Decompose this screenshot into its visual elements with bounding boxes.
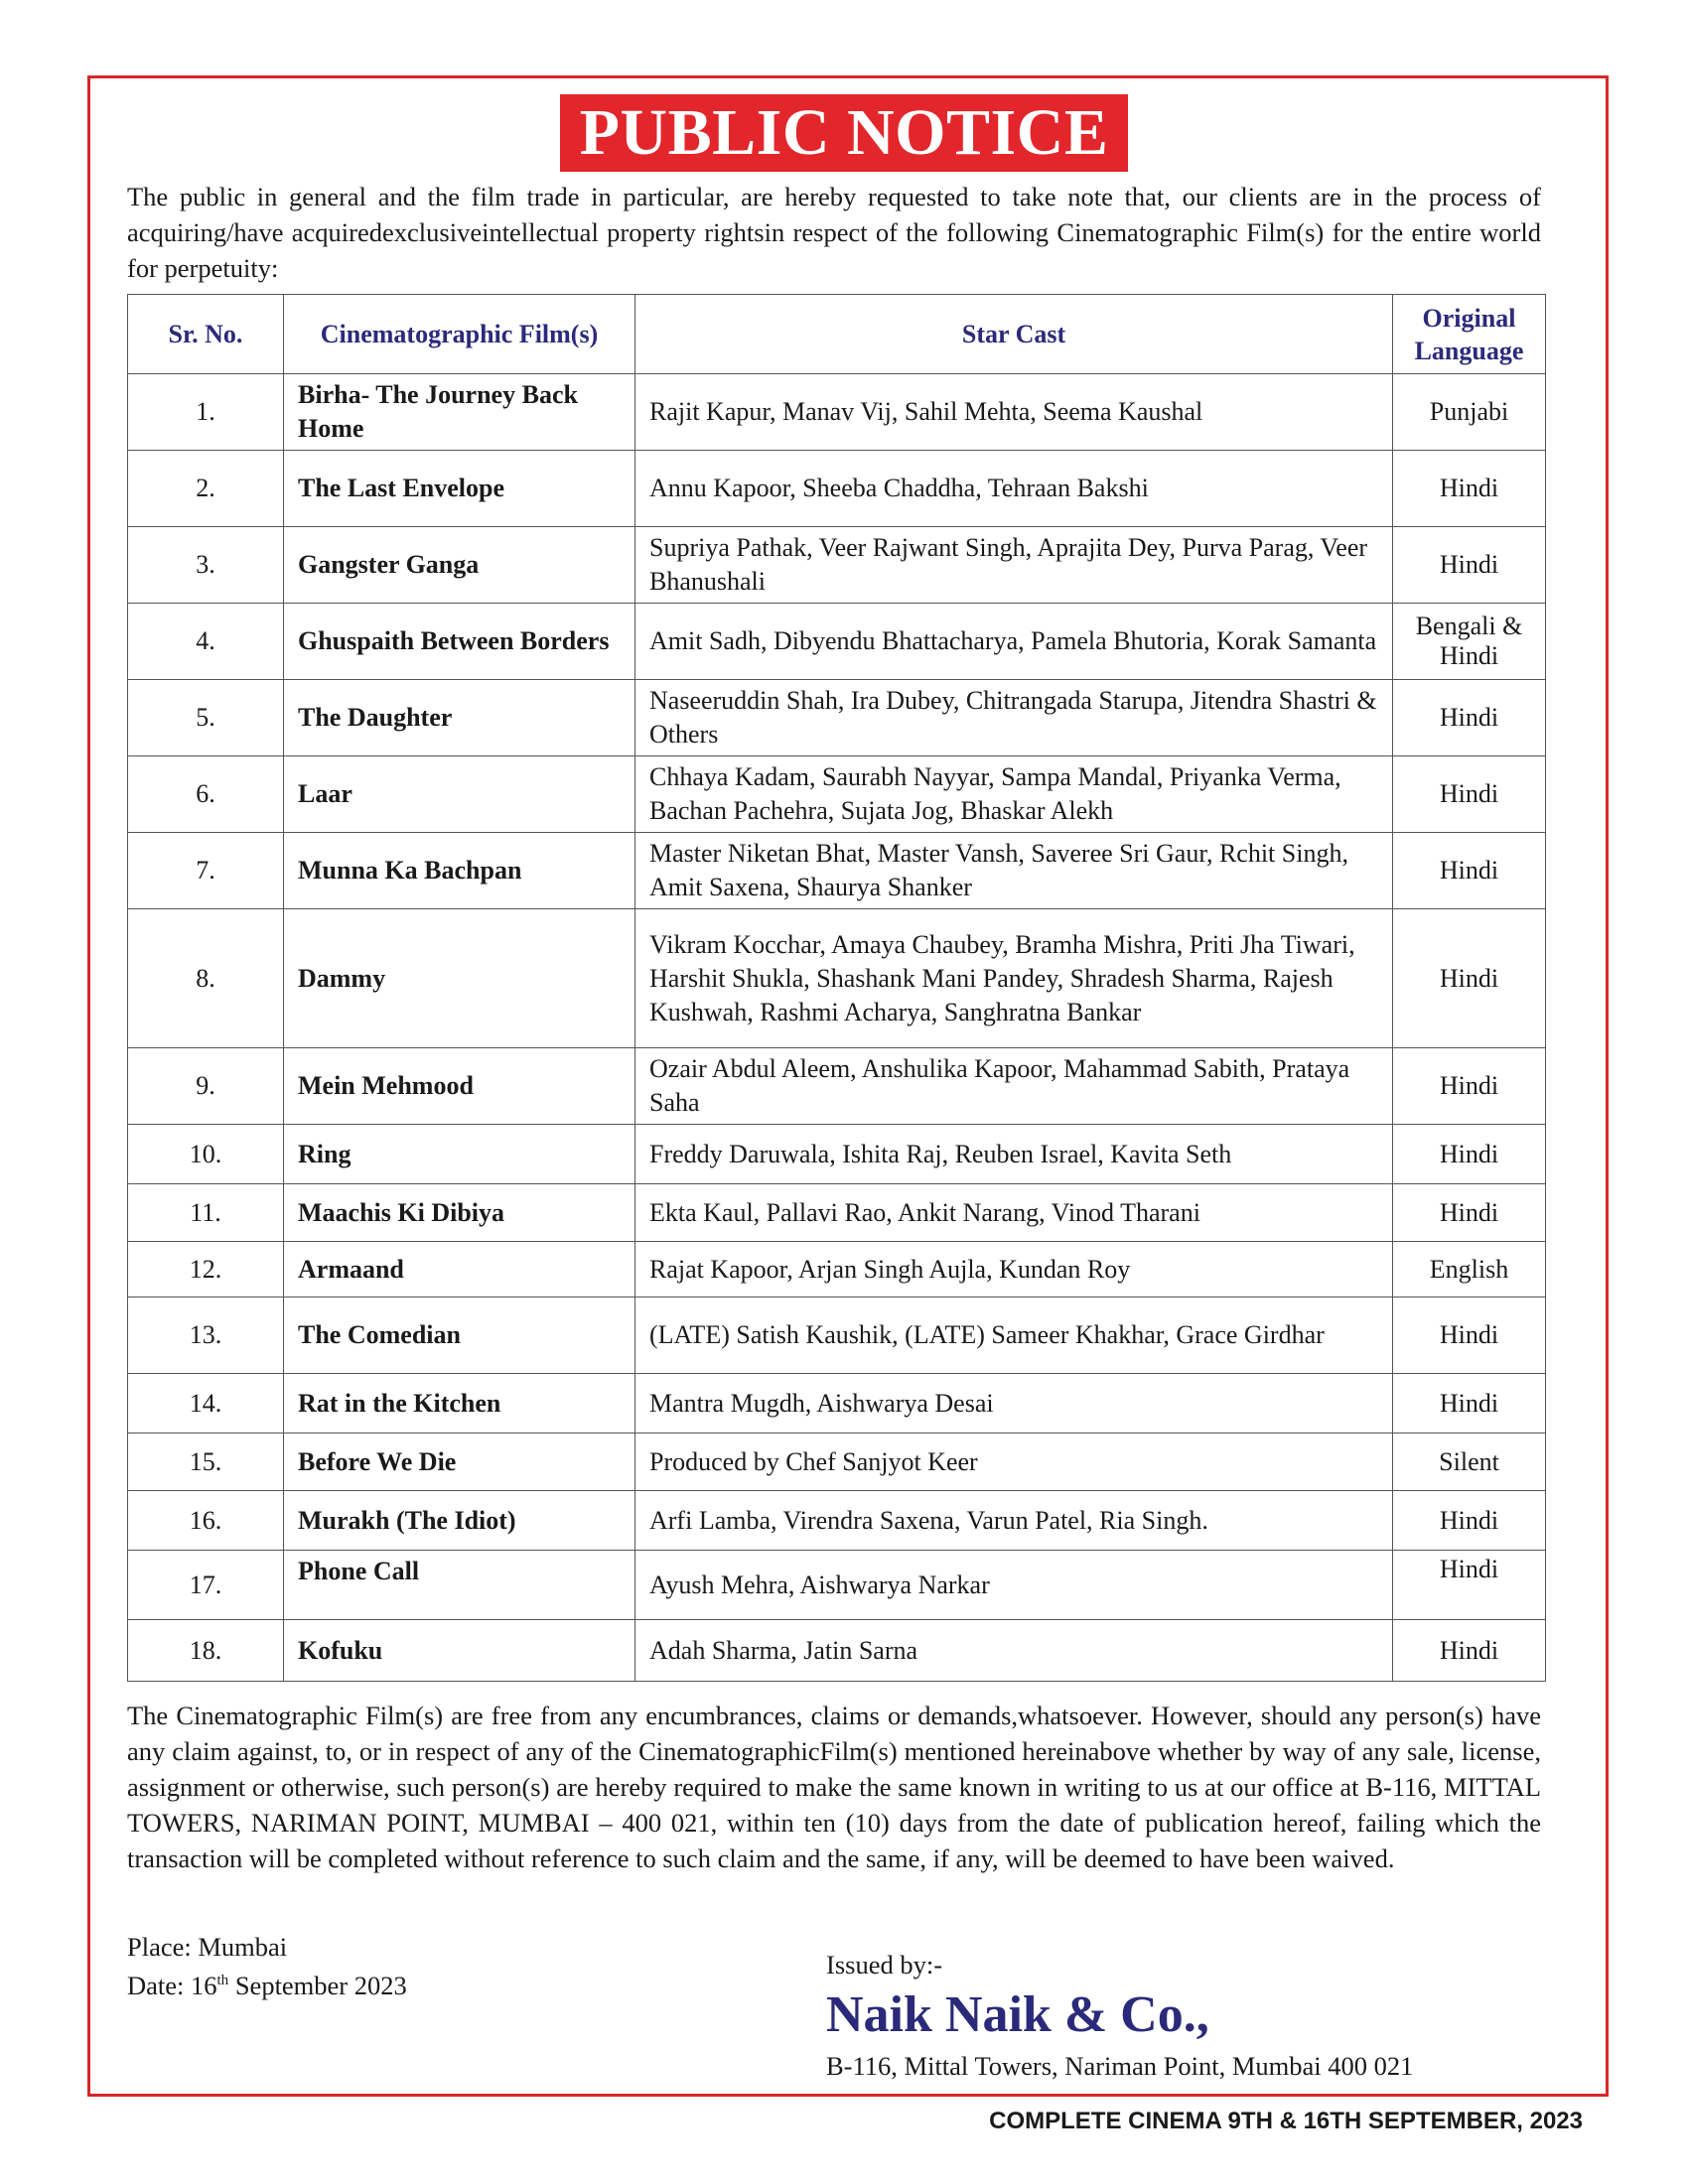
table-row — [128, 1620, 1546, 1682]
sr-no-cell: 5. — [128, 680, 284, 756]
table-header-row — [128, 295, 1546, 374]
language-cell: Punjabi — [1393, 374, 1546, 451]
table-row — [128, 756, 1546, 833]
sr-no-cell: 18. — [128, 1620, 284, 1682]
star-cast-cell: Produced by Chef Sanjyot Keer — [635, 1433, 1393, 1491]
film-title-cell: Munna Ka Bachpan — [284, 833, 635, 909]
star-cast-cell: (LATE) Satish Kaushik, (LATE) Sameer Khakhar, Grace Girdhar — [635, 1297, 1393, 1374]
sr-no-cell: 6. — [128, 756, 284, 833]
language-cell: Hindi — [1393, 451, 1546, 527]
language-cell: Bengali & Hindi — [1393, 604, 1546, 680]
film-title-cell: Maachis Ki Dibiya — [284, 1184, 635, 1242]
star-cast-cell: Supriya Pathak, Veer Rajwant Singh, Aprajita Dey, Purva Parag, Veer Bhanushali — [635, 527, 1393, 604]
publication-footer: COMPLETE CINEMA 9TH & 16TH SEPTEMBER, 2023 — [989, 2108, 1583, 2134]
language-cell: Hindi — [1393, 833, 1546, 909]
date-ordinal: th — [216, 1973, 229, 1988]
language-cell: Hindi — [1393, 1620, 1546, 1682]
film-title-cell: Dammy — [284, 909, 635, 1048]
film-title-cell: The Comedian — [284, 1297, 635, 1374]
film-title-cell: Laar — [284, 756, 635, 833]
language-cell: Hindi — [1393, 527, 1546, 604]
language-cell: Hindi — [1393, 1551, 1546, 1620]
star-cast-cell: Mantra Mugdh, Aishwarya Desai — [635, 1374, 1393, 1433]
firm-name: Naik Naik & Co., — [826, 1986, 1209, 2043]
intro-paragraph: The public in general and the film trade in particular, are hereby requested to take note that, our clients are in the process of acquiring/have acquiredexclusiveintellectual property rightsin respect of the following Cinematographic Film(s) for the entire world for perpetuity: — [127, 182, 1541, 283]
language-cell: Hindi — [1393, 756, 1546, 833]
place-date-block — [127, 1930, 407, 2002]
film-title-cell: Phone Call — [284, 1551, 635, 1620]
header-sr-no: Sr. No. — [128, 295, 284, 374]
film-title-cell: Murakh (The Idiot) — [284, 1491, 635, 1551]
sr-no-cell: 16. — [128, 1491, 284, 1551]
star-cast-cell: Vikram Kocchar, Amaya Chaubey, Bramha Mishra, Priti Jha Tiwari, Harshit Shukla, Shashank Mani Pandey, Shradesh Sharma, Rajesh Kushwah, Rashmi Acharya, Sanghratna Bankar — [635, 909, 1393, 1048]
star-cast-cell: Freddy Daruwala, Ishita Raj, Reuben Israel, Kavita Seth — [635, 1125, 1393, 1184]
table-row — [128, 527, 1546, 604]
sr-no-cell: 7. — [128, 833, 284, 909]
language-cell: Hindi — [1393, 1374, 1546, 1433]
sr-no-cell: 10. — [128, 1125, 284, 1184]
star-cast-cell: Ekta Kaul, Pallavi Rao, Ankit Narang, Vinod Tharani — [635, 1184, 1393, 1242]
table-row — [128, 1491, 1546, 1551]
table-row — [128, 1242, 1546, 1297]
sr-no-cell: 17. — [128, 1551, 284, 1620]
table-row — [128, 451, 1546, 527]
table-row — [128, 1374, 1546, 1433]
language-cell: Hindi — [1393, 1491, 1546, 1551]
sr-no-cell: 1. — [128, 374, 284, 451]
films-table — [127, 294, 1546, 1682]
header-star-cast: Star Cast — [635, 295, 1393, 374]
table-row — [128, 680, 1546, 756]
star-cast-cell: Master Niketan Bhat, Master Vansh, Saveree Sri Gaur, Rchit Singh, Amit Saxena, Shaurya Shanker — [635, 833, 1393, 909]
star-cast-cell: Rajat Kapoor, Arjan Singh Aujla, Kundan Roy — [635, 1242, 1393, 1297]
film-title-cell: Ring — [284, 1125, 635, 1184]
film-title-cell: Kofuku — [284, 1620, 635, 1682]
table-row — [128, 374, 1546, 451]
sr-no-cell: 2. — [128, 451, 284, 527]
film-title-cell: Birha- The Journey Back Home — [284, 374, 635, 451]
sr-no-cell: 4. — [128, 604, 284, 680]
place-line: Place: Mumbai — [127, 1932, 288, 1962]
language-cell: Hindi — [1393, 1048, 1546, 1125]
language-cell: English — [1393, 1242, 1546, 1297]
language-cell: Hindi — [1393, 680, 1546, 756]
sr-no-cell: 9. — [128, 1048, 284, 1125]
sr-no-cell: 12. — [128, 1242, 284, 1297]
sr-no-cell: 11. — [128, 1184, 284, 1242]
date-prefix: Date: 16 — [127, 1970, 217, 2000]
star-cast-cell: Amit Sadh, Dibyendu Bhattacharya, Pamela Bhutoria, Korak Samanta — [635, 604, 1393, 680]
star-cast-cell: Annu Kapoor, Sheeba Chaddha, Tehraan Bakshi — [635, 451, 1393, 527]
table-row — [128, 1184, 1546, 1242]
star-cast-cell: Chhaya Kadam, Saurabh Nayyar, Sampa Mandal, Priyanka Verma, Bachan Pachehra, Sujata Jog, Bhaskar Alekh — [635, 756, 1393, 833]
film-title-cell: Rat in the Kitchen — [284, 1374, 635, 1433]
language-cell: Hindi — [1393, 1297, 1546, 1374]
language-cell: Hindi — [1393, 909, 1546, 1048]
table-row — [128, 1048, 1546, 1125]
sr-no-cell: 3. — [128, 527, 284, 604]
sr-no-cell: 15. — [128, 1433, 284, 1491]
films-table-body — [128, 374, 1546, 1682]
film-title-cell: Gangster Ganga — [284, 527, 635, 604]
film-title-cell: Mein Mehmood — [284, 1048, 635, 1125]
table-row — [128, 833, 1546, 909]
language-cell: Hindi — [1393, 1184, 1546, 1242]
issued-by-label: Issued by:- — [826, 1950, 943, 1979]
film-title-cell: Before We Die — [284, 1433, 635, 1491]
star-cast-cell: Arfi Lamba, Virendra Saxena, Varun Patel, Ria Singh. — [635, 1491, 1393, 1551]
table-row — [128, 604, 1546, 680]
table-row — [128, 1433, 1546, 1491]
header-film: Cinematographic Film(s) — [284, 295, 635, 374]
firm-address: B-116, Mittal Towers, Nariman Point, Mumbai 400 021 — [826, 2051, 1414, 2081]
closing-paragraph: The Cinematographic Film(s) are free from any encumbrances, claims or demands,whatsoever. However, should any person(s) have any claim against, to, or in respect of any of the CinematographicFilm(s) mentioned hereinabove whether by way of any sale, license, assignment or otherwise, such person(s) are hereby required to make the same known in writing to us at our office at B-116, MITTAL TOWERS, NARIMAN POINT, MUMBAI – 400 021, within ten (10) days from the date of publication hereof, failing which the transaction will be completed without reference to such claim and the same, if any, will be deemed to have been waived. — [127, 1701, 1541, 1873]
film-title-cell: Armaand — [284, 1242, 635, 1297]
date-line — [127, 1964, 407, 2002]
table-row — [128, 1297, 1546, 1374]
film-title-cell: The Last Envelope — [284, 451, 635, 527]
star-cast-cell: Ayush Mehra, Aishwarya Narkar — [635, 1551, 1393, 1620]
film-title-cell: Ghuspaith Between Borders — [284, 604, 635, 680]
table-row — [128, 1551, 1546, 1620]
star-cast-cell: Adah Sharma, Jatin Sarna — [635, 1620, 1393, 1682]
header-language: Original Language — [1393, 295, 1546, 374]
sr-no-cell: 14. — [128, 1374, 284, 1433]
sr-no-cell: 8. — [128, 909, 284, 1048]
table-row — [128, 1125, 1546, 1184]
star-cast-cell: Ozair Abdul Aleem, Anshulika Kapoor, Mahammad Sabith, Prataya Saha — [635, 1048, 1393, 1125]
date-suffix: September 2023 — [228, 1970, 407, 2000]
notice-title: PUBLIC NOTICE — [560, 94, 1129, 172]
title-banner — [0, 94, 1688, 172]
sr-no-cell: 13. — [128, 1297, 284, 1374]
language-cell: Hindi — [1393, 1125, 1546, 1184]
star-cast-cell: Rajit Kapur, Manav Vij, Sahil Mehta, Seema Kaushal — [635, 374, 1393, 451]
table-row — [128, 909, 1546, 1048]
language-cell: Silent — [1393, 1433, 1546, 1491]
star-cast-cell: Naseeruddin Shah, Ira Dubey, Chitrangada Starupa, Jitendra Shastri & Others — [635, 680, 1393, 756]
film-title-cell: The Daughter — [284, 680, 635, 756]
